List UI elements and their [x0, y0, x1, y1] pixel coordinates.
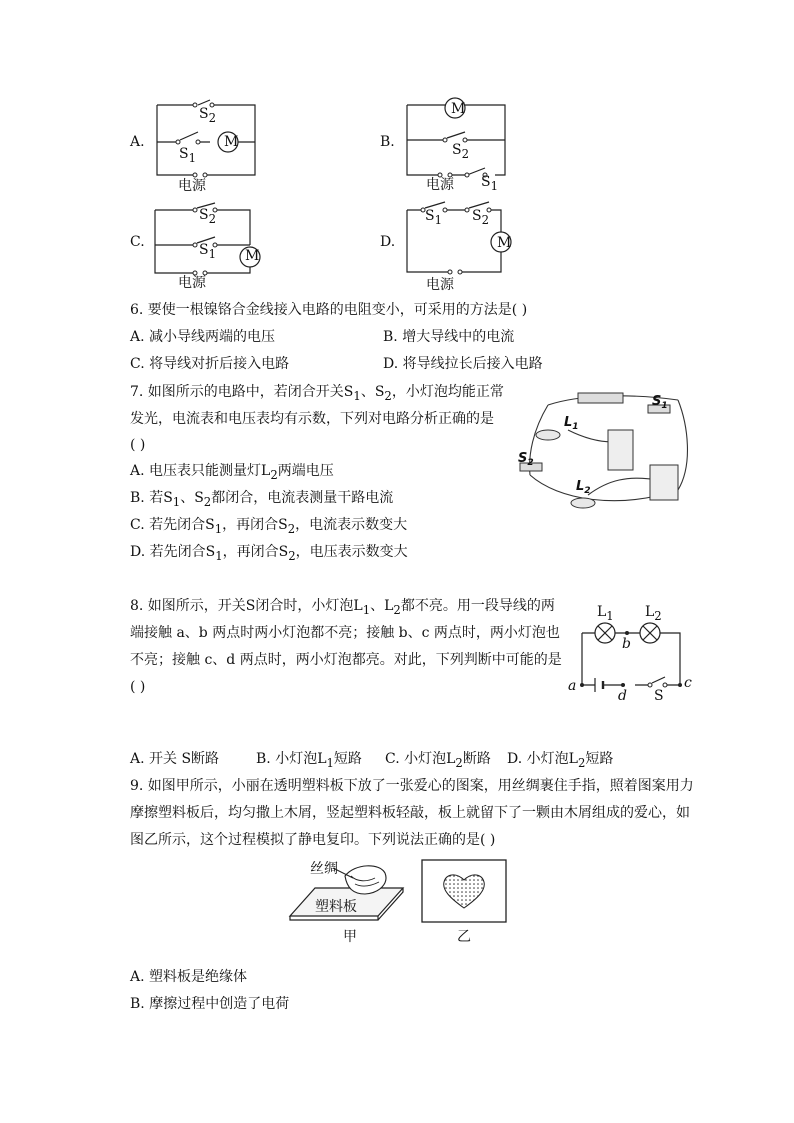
q9-line1: 9. 如图甲所示，小丽在透明塑料板下放了一张爱心的图案，用丝绸裹住手指，照着图案用力: [130, 778, 694, 794]
q6-option-a: A. 减小导线两端的电压: [130, 329, 276, 345]
lamp-l1-icon: [536, 430, 560, 440]
q9-line3: 图乙所示，这个过程模拟了静电复印。下列说法正确的是( ): [130, 832, 496, 848]
q9-fig-plate: 塑料板: [315, 899, 357, 915]
option-c-letter: C.: [130, 234, 145, 250]
q7-circuit-figure: [508, 385, 698, 520]
q8-line4: ( ): [130, 679, 146, 695]
ammeter-icon: [608, 430, 633, 470]
d-s2-label: $S_2$: [472, 208, 490, 227]
q7-stem-line2: 发光，电流表和电压表均有示数，下列对电路分析正确的是: [130, 411, 494, 427]
a-source-label: 电源: [178, 178, 206, 194]
lamp-l2-icon: [571, 498, 595, 508]
q7-option-d: D. 若先闭合$S_1$，再闭合$S_2$，电压表示数变大: [130, 544, 408, 563]
q9-option-a: A. 塑料板是绝缘体: [130, 969, 248, 985]
c-s1-label: $S_1$: [199, 242, 217, 261]
d-motor-label: M: [497, 235, 512, 251]
option-b-letter: B.: [380, 134, 395, 150]
option-d-letter: D.: [380, 234, 396, 250]
q7-option-b: B. 若$S_1$、$S_2$都闭合，电流表测量干路电流: [130, 490, 394, 509]
c-motor-label: M: [245, 248, 260, 264]
svg-text:S1: $S_1$: [652, 394, 668, 411]
option-a-letter: A.: [130, 134, 145, 150]
q8-option-a: A. 开关 S断路: [130, 751, 220, 767]
b-motor-label: M: [451, 101, 466, 117]
q9-figure-yi: [420, 858, 510, 928]
q8-option-c: C. 小灯泡$L_2$断路: [385, 751, 491, 770]
c-source-label: 电源: [178, 275, 206, 291]
q9-fig-jia: 甲: [343, 929, 357, 945]
svg-text:S2: $S_2$: [518, 451, 534, 468]
q8-circuit-figure: [570, 600, 695, 700]
q7-option-c: C. 若先闭合$S_1$，再闭合$S_2$，电流表示数变大: [130, 517, 408, 536]
voltmeter-icon: [650, 465, 678, 500]
q8-fig-a: a: [568, 678, 577, 694]
c-s2-label: $S_2$: [199, 207, 217, 226]
q6-stem: 6. 要使一根镍铬合金线接入电路的电阻变小，可采用的方法是( ): [130, 302, 528, 318]
q7-stem-line1: 7. 如图所示的电路中，若闭合开关$S_1$、$S_2$，小灯泡均能正常: [130, 384, 504, 403]
q8-fig-l1: $L_1$: [597, 604, 614, 623]
a-s2-label: $S_2$: [199, 106, 217, 125]
q9-line2: 摩擦塑料板后，均匀撒上木屑，竖起塑料板轻敲，板上就留下了一颗由木屑组成的爱心，如: [130, 805, 690, 821]
svg-text:L1: $L_1$: [564, 415, 579, 432]
battery-icon: [578, 393, 623, 403]
a-motor-label: M: [224, 134, 239, 150]
q7-option-a: A. 电压表只能测量灯$L_2$两端电压: [130, 463, 334, 482]
b-s1-label: $S_1$: [481, 174, 499, 193]
b-source-label: 电源: [426, 177, 454, 193]
a-s1-label: $S_1$: [179, 146, 197, 165]
q8-line1: 8. 如图所示，开关S闭合时，小灯泡$L_1$、$L_2$都不亮。用一段导线的两: [130, 598, 555, 617]
q9-fig-silk: 丝绸: [310, 861, 338, 877]
q8-option-d: D. 小灯泡$L_2$短路: [507, 751, 614, 770]
q8-fig-s: S: [654, 688, 664, 704]
q6-option-d: D. 将导线拉长后接入电路: [383, 356, 543, 372]
q7-stem-line3: ( ): [130, 437, 146, 453]
svg-text:L2: $L_2$: [576, 479, 591, 496]
q8-fig-c: c: [684, 675, 692, 691]
q6-option-c: C. 将导线对折后接入电路: [130, 356, 290, 372]
q8-line2: 端接触 a、b 两点时两小灯泡都不亮；接触 b、c 两点时，两小灯泡也: [130, 625, 560, 641]
q6-option-b: B. 增大导线中的电流: [383, 329, 515, 345]
q8-fig-b: b: [622, 636, 631, 652]
d-s1-label: $S_1$: [425, 208, 443, 227]
q8-fig-l2: $L_2$: [645, 604, 662, 623]
q8-line3: 不亮；接触 c、d 两点时，两小灯泡都亮。对此，下列判断中可能的是: [130, 652, 562, 668]
q9-option-b: B. 摩擦过程中创造了电荷: [130, 996, 290, 1012]
q9-fig-yi: 乙: [457, 929, 471, 945]
q8-option-b: B. 小灯泡$L_1$短路: [256, 751, 362, 770]
d-source-label: 电源: [426, 277, 454, 293]
b-s2-label: $S_2$: [452, 142, 470, 161]
q8-fig-d: d: [618, 688, 627, 704]
